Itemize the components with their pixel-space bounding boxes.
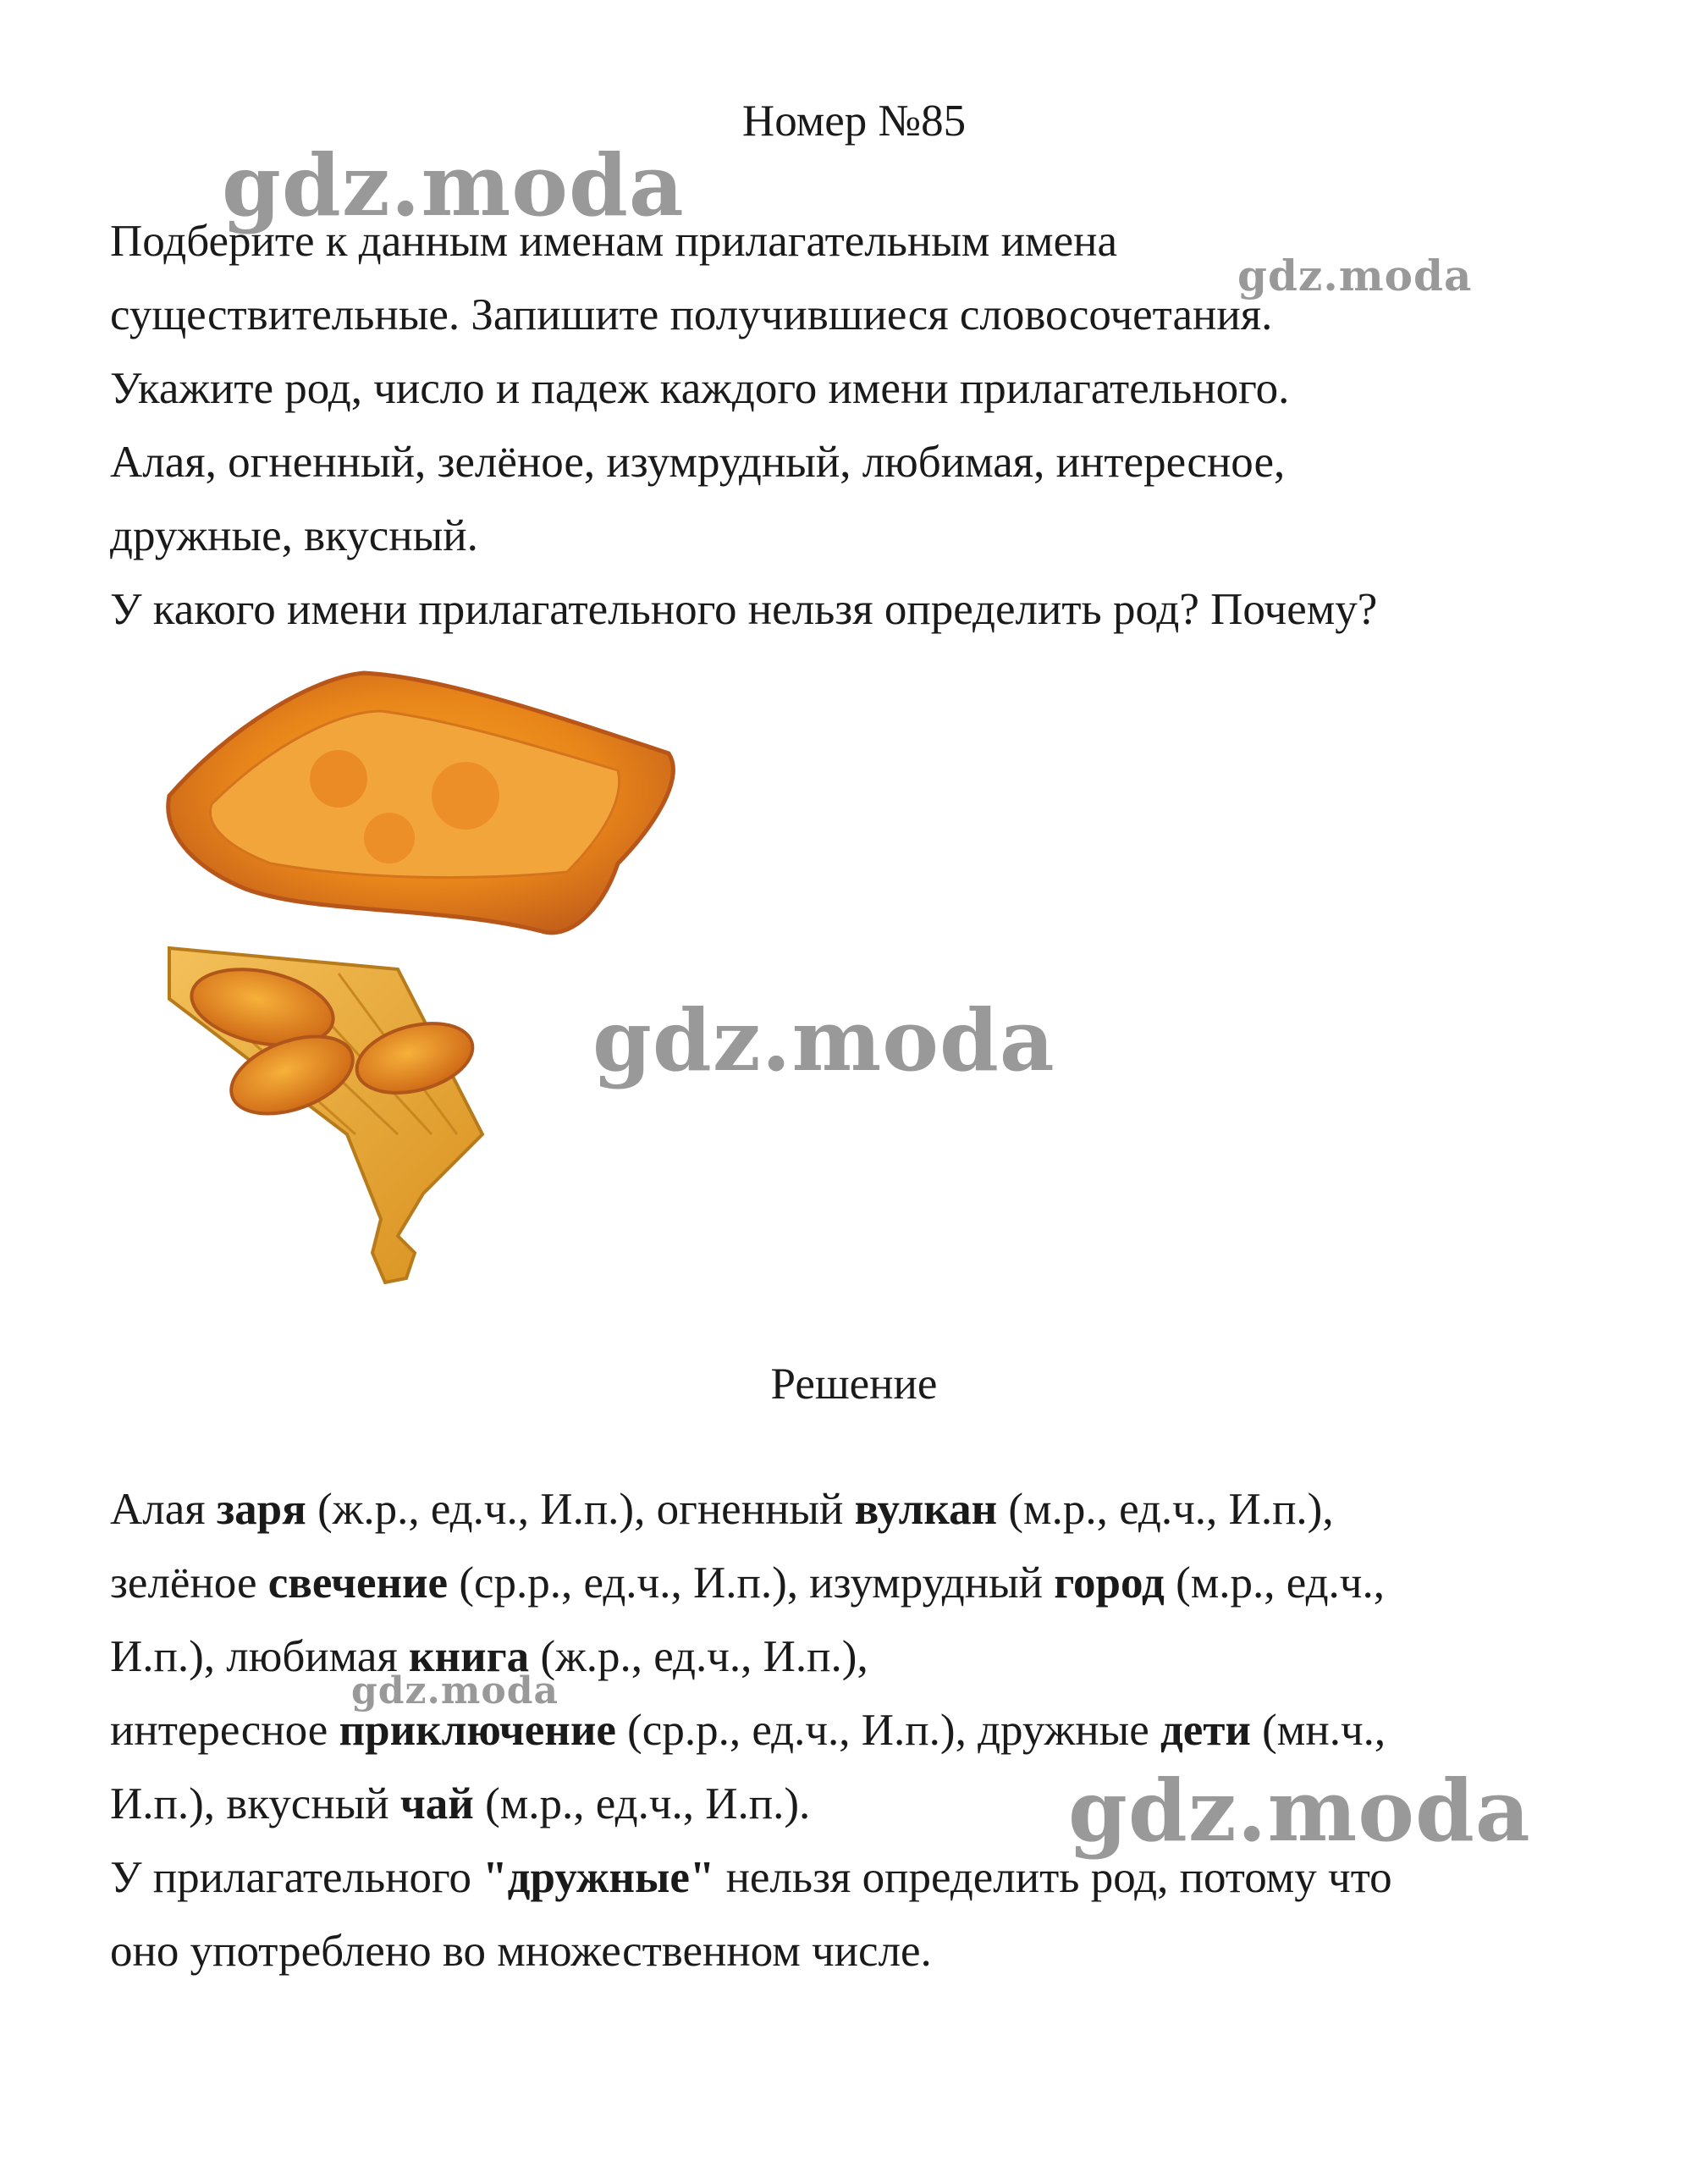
task-line: У какого имени прилагательного нельзя определить род? Почему? — [110, 585, 1378, 634]
answer-line: И.п.), любимая книга (ж.р., ед.ч., И.п.), — [110, 1632, 868, 1681]
answer-line: оно употреблено во множественном числе. — [110, 1927, 932, 1976]
page-title: Номер №85 — [741, 97, 967, 146]
watermark: gdz.moda — [1237, 251, 1473, 301]
answer-line: И.п.), вкусный чай (м.р., ед.ч., И.п.). — [110, 1779, 811, 1828]
solution-heading: Решение — [770, 1360, 938, 1409]
watermark: gdz.moda — [592, 990, 1055, 1090]
answer-line: зелёное свечение (ср.р., ед.ч., И.п.), изумрудный город (м.р., ед.ч., — [110, 1558, 1385, 1608]
answer-line: У прилагательного "дружные" нельзя определить род, потому что — [110, 1853, 1392, 1902]
watermark: gdz.moda — [1068, 1761, 1531, 1861]
watermark: gdz.moda — [222, 135, 685, 235]
task-line: Алая, огненный, зелёное, изумрудный, любимая, интересное, — [110, 438, 1286, 487]
answer-text — [110, 1473, 1650, 1988]
task-text — [110, 205, 1634, 647]
answer-line: Алая заря (ж.р., ед.ч., И.п.), огненный вулкан (м.р., ед.ч., И.п.), — [110, 1485, 1334, 1534]
bread-illustration — [144, 660, 702, 1287]
answer-line: интересное приключение (ср.р., ед.ч., И.п.), дружные дети (мн.ч., — [110, 1706, 1386, 1755]
task-line: существительные. Запишите получившиеся словосочетания. — [110, 290, 1273, 339]
watermark: gdz.moda — [351, 1669, 559, 1713]
task-line: Подберите к данным именам прилагательным имена — [110, 217, 1117, 266]
task-line: дружные, вкусный. — [110, 511, 478, 560]
task-line: Укажите род, число и падеж каждого имени прилагательного. — [110, 364, 1290, 413]
